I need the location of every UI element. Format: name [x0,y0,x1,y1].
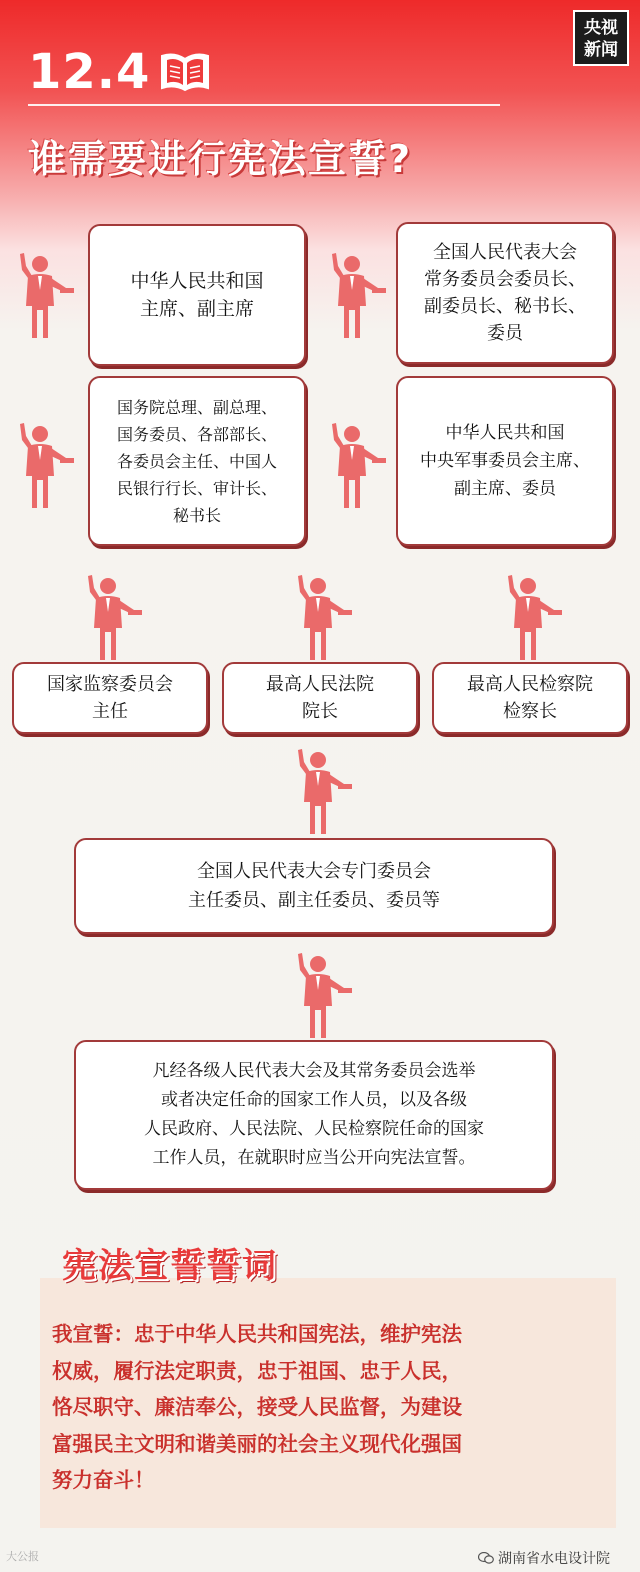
raised-hand-person-icon [18,250,76,340]
box-line: 中华人民共和国 [445,423,565,443]
box-line: 全国人民代表大会 [433,242,577,263]
raised-hand-person-icon [506,572,564,662]
box-line: 民银行行长、审计长、 [116,478,277,498]
box-line: 委员 [487,323,523,344]
box-supreme-procuratorate [432,662,628,734]
box-line: 国家监察委员会 [47,674,173,695]
box-line: 主任委员、副主任委员、委员等 [188,890,440,911]
box-line: 最高人民检察院 [467,674,593,695]
raised-hand-person-icon [86,572,144,662]
box-line: 或者决定任命的国家工作人员，以及各级 [161,1090,467,1110]
raised-hand-person-icon [296,572,354,662]
oath-text [52,1316,612,1499]
box-all-state-personnel [74,1040,554,1190]
box-line: 副主席、委员 [454,479,556,499]
oath-line: 我宣誓：忠于中华人民共和国宪法，维护宪法 [52,1322,462,1346]
oath-line: 富强民主文明和谐美丽的社会主义现代化强国 [52,1431,462,1456]
box-npc-standing-committee [396,222,614,364]
box-central-military-commission [396,376,614,546]
cctv-news-logo [573,10,629,66]
source-watermark: 大公报 [6,1550,39,1563]
oath-heading: 宪法宣誓誓词 [62,1246,278,1286]
raised-hand-person-icon [330,250,388,340]
box-line: 常务委员会委员长、 [424,269,586,290]
box-line: 国务委员、各部部长、 [116,424,277,444]
page-title: 谁需要进行宪法宣誓? [28,137,413,181]
box-line: 人民政府、人民法院、人民检察院任命的国家 [144,1119,484,1139]
box-npc-special-committees [74,838,554,934]
box-line: 国务院总理、副总理、 [116,397,277,417]
box-line: 工作人员，在就职时应当公开向宪法宣誓。 [152,1148,476,1168]
box-line: 中央军事委员会主席、 [420,451,590,471]
box-line: 最高人民法院 [266,674,374,695]
raised-hand-person-icon [18,420,76,510]
box-line: 主席、副主席 [139,298,254,320]
box-line: 中华人民共和国 [130,270,264,292]
box-line: 主任 [92,701,128,722]
box-line: 检察长 [503,701,557,722]
raised-hand-person-icon [296,746,354,836]
oath-line: 努力奋斗！ [52,1468,155,1492]
box-line: 凡经各级人民代表大会及其常务委员会选举 [152,1061,476,1081]
box-line: 各委员会主任、中国人 [116,451,277,471]
account-name-text: 湖南省水电设计院 [498,1551,610,1567]
box-line: 副委员长、秘书长、 [424,296,586,317]
wechat-icon [478,1552,494,1564]
oath-line: 恪尽职守、廉洁奉公，接受人民监督，为建设 [52,1395,462,1419]
open-book-icon [158,50,212,94]
box-line: 全国人民代表大会专门委员会 [197,861,431,882]
logo-line-2: 新闻 [584,40,618,60]
raised-hand-person-icon [296,950,354,1040]
header-divider [28,104,500,106]
box-supreme-court [222,662,418,734]
oath-line: 权威，履行法定职责，忠于祖国、忠于人民， [52,1358,462,1383]
date-label: 12.4 [28,44,151,100]
logo-line-1: 央视 [584,18,618,38]
box-supervisory-commission [12,662,208,734]
box-state-council [88,376,306,546]
box-line: 秘书长 [172,505,221,525]
box-president [88,224,306,366]
account-name [478,1548,610,1568]
raised-hand-person-icon [330,420,388,510]
box-line: 院长 [302,701,338,722]
